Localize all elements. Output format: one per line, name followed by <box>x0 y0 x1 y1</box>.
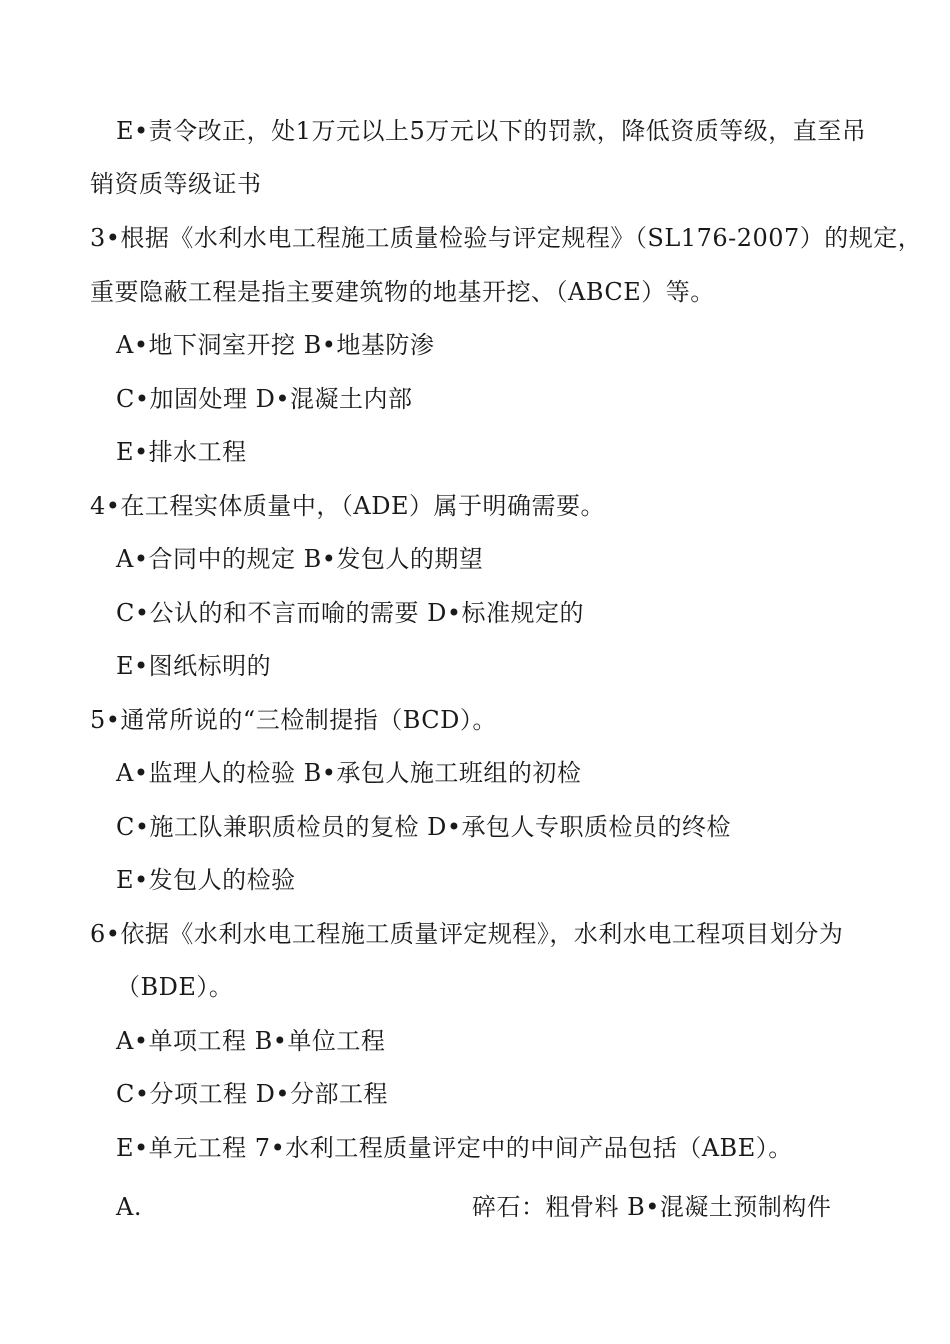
option-line: E•单元工程 7•水利工程质量评定中的中间产品包括（ABE）。 <box>116 1134 793 1162</box>
option-line: A•单项工程 B•单位工程 <box>116 1027 386 1055</box>
option-line: C•加固处理 D•混凝土内部 <box>116 385 413 413</box>
text-line: （BDE）。 <box>116 973 234 1001</box>
option-line: C•公认的和不言而喻的需要 D•标准规定的 <box>116 599 585 627</box>
option-line: E•发包人的检验 <box>116 866 296 894</box>
option-line: C•施工队兼职质检员的复检 D•承包人专职质检员的终检 <box>116 813 732 841</box>
text-line: 销资质等级证书 <box>90 170 262 198</box>
question-6: 6•依据《水利水电工程施工质量评定规程》，水利水电工程项目划分为 <box>90 920 844 948</box>
text-line: E•责令改正，处1万元以上5万元以下的罚款，降低资质等级，直至吊 <box>116 117 867 145</box>
option-line: E•图纸标明的 <box>116 652 272 680</box>
question-3: 3•根据《水利水电工程施工质量检验与评定规程》（SL176-2007）的规定， <box>90 224 923 252</box>
text-line: 重要隐蔽工程是指主要建筑物的地基开挖、（ABCE）等。 <box>90 278 715 306</box>
question-4: 4•在工程实体质量中，（ADE）属于明确需要。 <box>90 492 606 520</box>
option-line: 碎石：粗骨料 B•混凝土预制构件 <box>472 1193 832 1221</box>
option-line: A•合同中的规定 B•发包人的期望 <box>116 545 484 573</box>
option-line: C•分项工程 D•分部工程 <box>116 1080 389 1108</box>
question-5: 5•通常所说的“三检制提指（BCD）。 <box>90 706 497 734</box>
option-line: A•地下洞室开挖 B•地基防渗 <box>116 331 435 359</box>
option-line: A•监理人的检验 B•承包人施工班组的初检 <box>116 759 582 787</box>
option-label: A. <box>116 1193 142 1221</box>
option-line: E•排水工程 <box>116 438 247 466</box>
